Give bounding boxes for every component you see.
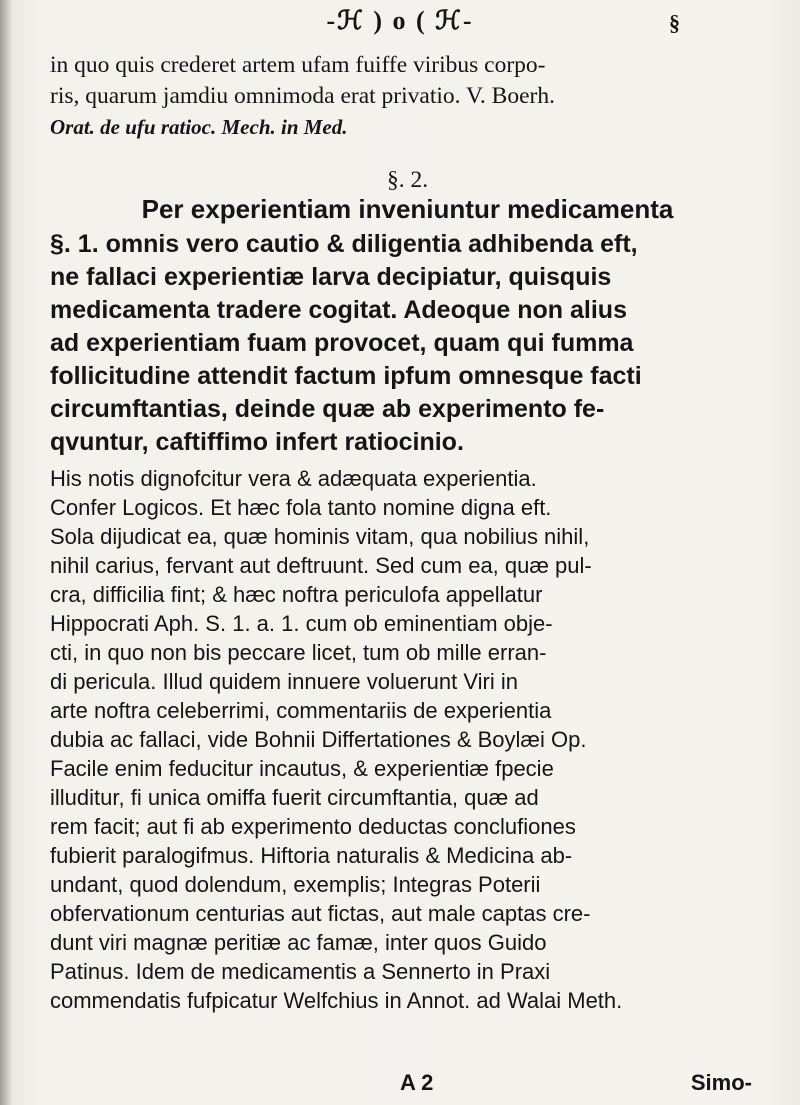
commentary-line-5: cra, difficilia fint; & hæc noftra periculofa appellatur	[50, 582, 543, 607]
intro-line-3: Orat. de ufu ratioc. Mech. in Med.	[50, 115, 348, 139]
commentary-line-4: nihil carius, fervant aut deftruunt. Sed cum ea, quæ pul-	[50, 553, 592, 578]
commentary-line-7: cti, in quo non bis peccare licet, tum ob mille erran-	[50, 640, 547, 665]
main-line-1: §. 1. omnis vero cautio & diligentia adhibenda eft,	[50, 230, 638, 258]
main-line-3: medicamenta tradere cogitat. Adeoque non alius	[50, 296, 627, 324]
commentary-line-1: His notis dignofcitur vera & adæquata experientia.	[50, 466, 537, 491]
running-head-ornament: -ℋ ) o ( ℋ-	[326, 6, 474, 35]
catchword: Simo-	[690, 1070, 752, 1095]
commentary-line-6: Hippocrati Aph. S. 1. a. 1. cum ob eminentiam obje-	[50, 611, 553, 636]
commentary-line-16: obfervationum centurias aut fictas, aut male captas cre-	[50, 901, 591, 926]
commentary-line-11: Facile enim feducitur incautus, & experientiæ fpecie	[50, 756, 554, 781]
signature-mark: A 2	[400, 1070, 434, 1095]
commentary-line-18: Patinus. Idem de medicamentis a Sennerto in Praxi	[50, 959, 551, 984]
commentary-line-12: illuditur, fi unica omiffa fuerit circumftantia, quæ ad	[50, 785, 539, 810]
section-heading: Per experientiam inveniuntur medicamenta	[141, 194, 674, 224]
page-left-shadow	[0, 0, 12, 1105]
commentary-line-2: Confer Logicos. Et hæc fola tanto nomine digna eft.	[50, 495, 552, 520]
page-mark: §	[669, 10, 680, 35]
section-number: §. 2.	[386, 167, 429, 193]
main-line-6: circumftantias, deinde quæ ab experimento fe-	[50, 395, 605, 423]
main-line-2: ne fallaci experientiæ larva decipiatur, quisquis	[50, 263, 612, 291]
commentary-line-8: di pericula. Illud quidem innuere voluerunt Viri in	[50, 669, 518, 694]
commentary-line-19: commendatis fufpicatur Welfchius in Annot. ad Walai Meth.	[50, 988, 623, 1013]
main-line-7: qvuntur, caftiffimo infert ratiocinio.	[50, 428, 464, 456]
commentary-line-13: rem facit; aut fi ab experimento deductas conclufiones	[50, 814, 576, 839]
intro-line-2: ris, quarum jamdiu omnimoda erat privatio. V. Boerh.	[50, 83, 555, 109]
commentary-line-17: dunt viri magnæ peritiæ ac famæ, inter quos Guido	[50, 930, 547, 955]
main-line-4: ad experientiam fuam provocet, quam qui fumma	[50, 329, 634, 357]
commentary-line-3: Sola dijudicat ea, quæ hominis vitam, qua nobilius nihil,	[50, 524, 590, 549]
commentary-line-15: undant, quod dolendum, exemplis; Integras Poterii	[50, 872, 541, 897]
commentary-line-9: arte noftra celeberrimi, commentariis de experientia	[50, 698, 552, 723]
commentary-line-10: dubia ac fallaci, vide Bohnii Differtationes & Boylæi Op.	[50, 727, 587, 752]
main-line-5: follicitudine attendit factum ipfum omnesque facti	[50, 362, 642, 390]
intro-line-1: in quo quis crederet artem ufam fuiffe viribus corpo-	[50, 52, 546, 78]
commentary-line-14: fubierit paralogifmus. Hiftoria naturalis & Medicina ab-	[50, 843, 573, 868]
